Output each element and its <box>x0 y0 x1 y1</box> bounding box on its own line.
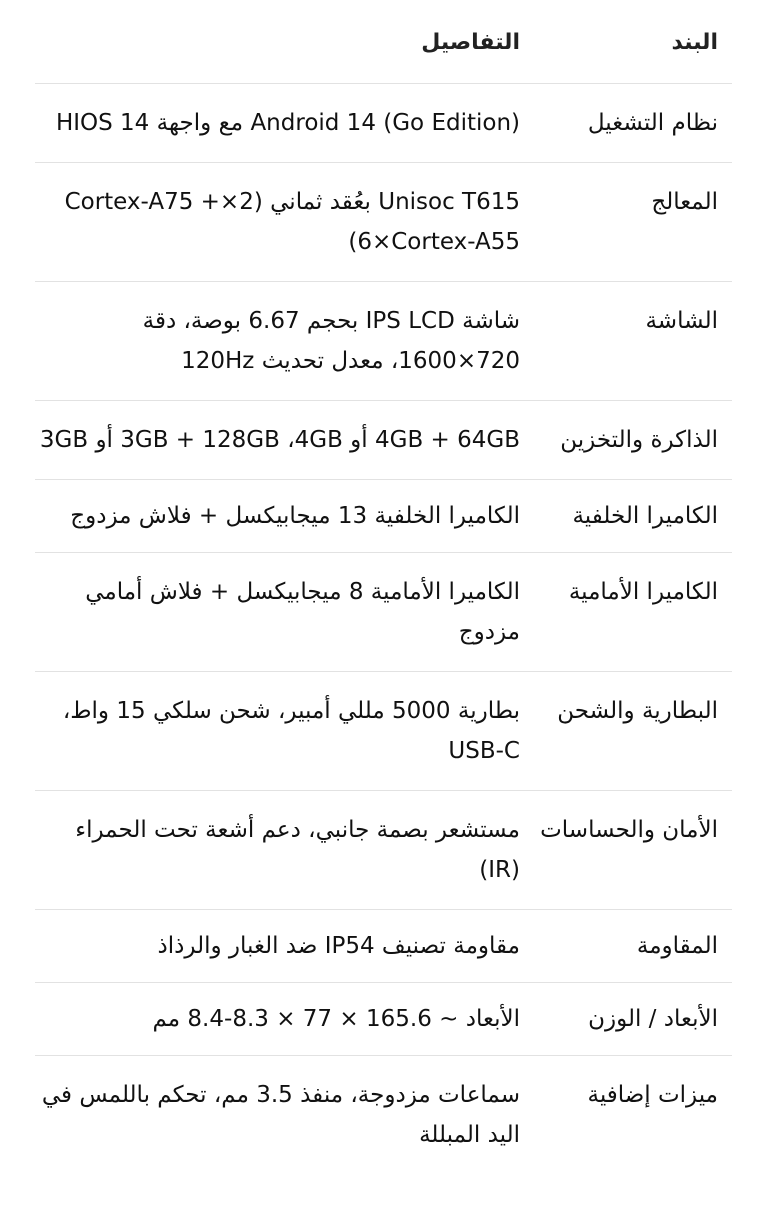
row-details: الأبعاد ~ 165.6 × 77 × 8.3-8.4 مم <box>152 1006 520 1032</box>
row-item-label: الكاميرا الأمامية <box>568 579 718 605</box>
row-details: مقاومة تصنيف IP54 ضد الغبار والرذاذ <box>157 933 520 959</box>
row-details: سماعات مزدوجة، منفذ 3.5 مم، تحكم باللمس في اليد المبللة <box>41 1082 520 1148</box>
table-row <box>35 84 732 163</box>
specs-table <box>35 0 732 1174</box>
row-details: الكاميرا الأمامية 8 ميجابيكسل + فلاش أمامي مزدوج <box>85 579 520 645</box>
header-item: البند <box>671 29 718 55</box>
table-header-row <box>35 0 732 84</box>
row-item-label: المعالج <box>651 189 718 215</box>
row-item-label: البطارية والشحن <box>557 698 718 724</box>
row-item-label: الشاشة <box>645 308 718 334</box>
table-row <box>35 910 732 983</box>
row-details: الكاميرا الخلفية 13 ميجابيكسل + فلاش مزدوج <box>70 503 520 529</box>
table-row <box>35 672 732 791</box>
row-details: بطارية 5000 مللي أمبير، شحن سلكي 15 واط، USB-C <box>62 698 520 764</box>
row-details: مستشعر بصمة جانبي، دعم أشعة تحت الحمراء (IR) <box>75 817 520 883</box>
table-row <box>35 282 732 401</box>
table-row <box>35 1056 732 1174</box>
row-item-label: الأمان والحساسات <box>540 817 718 843</box>
row-item-label: الكاميرا الخلفية <box>572 503 718 529</box>
table-row <box>35 791 732 910</box>
row-details: Unisoc T615 بعُقد ثماني (2×Cortex-A75 + 6×Cortex-A55) <box>64 189 520 255</box>
row-details: شاشة IPS LCD بحجم 6.67 بوصة، دقة 720×1600، معدل تحديث 120Hz <box>142 308 520 374</box>
row-item-label: ميزات إضافية <box>587 1082 718 1108</box>
row-item-label: المقاومة <box>636 933 718 959</box>
table-row <box>35 480 732 553</box>
table-row <box>35 983 732 1056</box>
table-row <box>35 553 732 672</box>
row-details: Android 14 (Go Edition) مع واجهة HIOS 14 <box>55 110 520 136</box>
table-row <box>35 401 732 480</box>
row-item-label: الذاكرة والتخزين <box>560 427 718 453</box>
header-details: التفاصيل <box>421 29 520 55</box>
row-item-label: الأبعاد / الوزن <box>588 1006 718 1032</box>
table-row <box>35 163 732 282</box>
row-details: 4GB + 64GB أو 3GB + 128GB ،4GB أو 3GB <box>39 427 520 453</box>
row-item-label: نظام التشغيل <box>587 110 718 136</box>
